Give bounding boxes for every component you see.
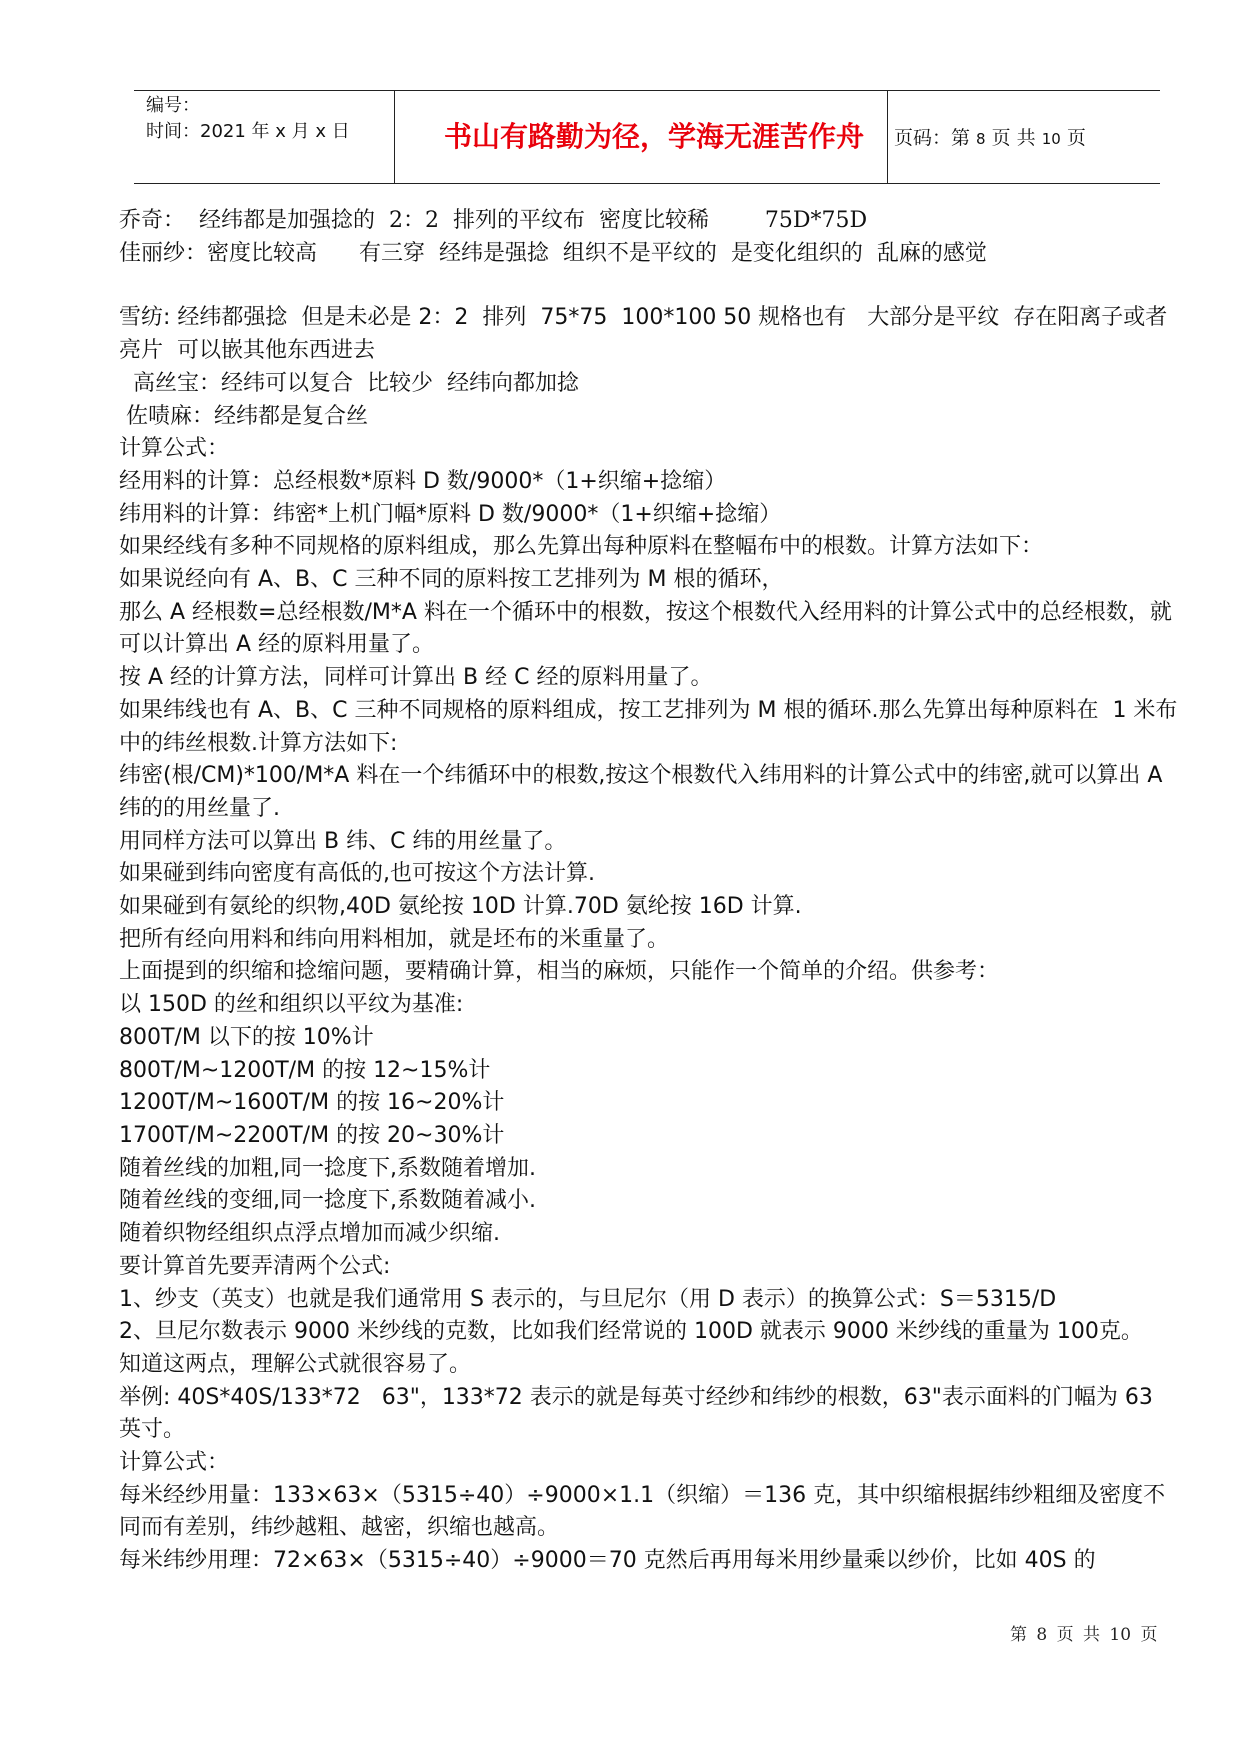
body-line: 每米经纱用量：133×63×（5315÷40）÷9000×1.1（织缩）＝136 克，其中织缩根据纬纱粗细及密度不同而有差别，纬纱越粗、越密，织缩也越高。 bbox=[119, 1482, 1166, 1541]
header-page-number bbox=[894, 123, 1086, 150]
document-body bbox=[119, 205, 1179, 1578]
body-line: 1200T/M~1600T/M 的按 16~20%计 bbox=[119, 1090, 505, 1116]
body-line: 800T/M~1200T/M 的按 12~15%计 bbox=[119, 1057, 491, 1083]
page-prefix: 页码：第 bbox=[894, 127, 977, 149]
body-line: 随着丝线的加粗,同一捻度下,系数随着增加. bbox=[119, 1155, 536, 1181]
body-line: 如果纬线也有 A、B、C 三种不同规格的原料组成，按工艺排列为 M 根的循环.那么先算出每种原料在 1 米布中的纬丝根数.计算方法如下: bbox=[119, 697, 1178, 756]
page-current: 8 bbox=[976, 130, 986, 148]
body-line: 800T/M 以下的按 10%计 bbox=[119, 1024, 374, 1050]
body-line: 如果碰到有氨纶的织物,40D 氨纶按 10D 计算.70D 氨纶按 16D 计算. bbox=[119, 894, 802, 920]
document-header bbox=[134, 90, 1160, 184]
body-line: 用同样方法可以算出 B 纬、C 纬的用丝量了。 bbox=[119, 828, 567, 854]
body-line: 纬用料的计算：纬密*上机门幅*原料 D 数/9000*（1+织缩+捻缩） bbox=[119, 501, 782, 527]
body-line: 佐啧麻：经纬都是复合丝 bbox=[119, 403, 369, 429]
body-line: 计算公式： bbox=[119, 1450, 230, 1476]
body-line: 1、纱支（英支）也就是我们通常用 S 表示的，与旦尼尔（用 D 表示）的换算公式：S＝5315/D bbox=[119, 1286, 1057, 1312]
body-line: 要计算首先要弄清两个公式: bbox=[119, 1253, 391, 1279]
body-line: 高丝宝：经纬可以复合 比较少 经纬向都加捻 bbox=[119, 370, 579, 396]
body-line: 1700T/M~2200T/M 的按 20~30%计 bbox=[119, 1122, 505, 1148]
header-divider-right bbox=[887, 91, 888, 183]
date-label: 时间：2021 年 x 月 x 日 bbox=[146, 121, 350, 142]
body-line: 经用料的计算：总经根数*原料 D 数/9000*（1+织缩+捻缩） bbox=[119, 468, 727, 494]
body-line: 如果经线有多种不同规格的原料组成，那么先算出每种原料在整幅布中的根数。计算方法如下： bbox=[119, 534, 1044, 560]
body-line: 如果说经向有 A、B、C 三种不同的原料按工艺排列为 M 根的循环， bbox=[119, 567, 784, 593]
body-line: 如果碰到纬向密度有高低的,也可按这个方法计算. bbox=[119, 861, 595, 887]
body-line: 知道这两点，理解公式就很容易了。 bbox=[119, 1351, 472, 1377]
body-line: 把所有经向用料和纬向用料相加，就是坯布的米重量了。 bbox=[119, 926, 670, 952]
page-footer: 第 8 页 共 10 页 bbox=[1010, 1625, 1158, 1645]
body-line: 上面提到的织缩和捻缩问题，要精确计算，相当的麻烦，只能作一个简单的介绍。供参考： bbox=[119, 959, 1000, 985]
body-line: 以 150D 的丝和组织以平纹为基准: bbox=[119, 992, 464, 1018]
body-line: 雪纺: 经纬都强捻 但是未必是 2：2 排列 75*75 100*100 50 规格也有 大部分是平纹 存在阳离子或者亮片 可以嵌其他东西进去 bbox=[119, 305, 1168, 364]
page-mid: 页 共 bbox=[985, 127, 1042, 149]
header-divider-left bbox=[394, 91, 395, 183]
intro-line: 佳丽纱：密度比较高 有三穿 经纬是强捻 组织不是平纹的 是变化组织的 乱麻的感觉 bbox=[119, 240, 987, 266]
page-total: 10 bbox=[1041, 130, 1061, 148]
paragraph-gap bbox=[119, 270, 1179, 302]
page-suffix: 页 bbox=[1060, 127, 1086, 149]
header-motto: 书山有路勤为径，学海无涯苦作舟 bbox=[443, 120, 864, 153]
body-line: 随着丝线的变细,同一捻度下,系数随着减小. bbox=[119, 1188, 536, 1214]
intro-line: 乔奇： 经纬都是加强捻的 2：2 排列的平纹布 密度比较稀 75D*75D bbox=[119, 208, 868, 233]
body-line: 按 A 经的计算方法，同样可计算出 B 经 C 经的原料用量了。 bbox=[119, 665, 713, 691]
body-line: 那么 A 经根数=总经根数/M*A 料在一个循环中的根数，按这个根数代入经用料的计算公式中的总经根数，就可以计算出 A 经的原料用量了。 bbox=[119, 599, 1172, 658]
body-line: 随着织物经组织点浮点增加而减少织缩. bbox=[119, 1221, 500, 1247]
body-line: 纬密(根/CM)*100/M*A 料在一个纬循环中的根数,按这个根数代入纬用料的计算公式中的纬密,就可以算出 A 纬的的用丝量了. bbox=[119, 763, 1170, 821]
body-line: 计算公式： bbox=[119, 436, 230, 462]
body-line: 举例: 40S*40S/133*72 63"，133*72 表示的就是每英寸经纱和纬纱的根数，63"表示面料的门幅为 63 英寸。 bbox=[119, 1384, 1160, 1443]
serial-number-label: 编号： bbox=[146, 95, 200, 116]
body-line: 2、旦尼尔数表示 9000 米纱线的克数，比如我们经常说的 100D 就表示 9000 米纱线的重量为 100克。 bbox=[119, 1319, 1143, 1345]
header-info bbox=[146, 93, 350, 145]
body-line: 每米纬纱用理：72×63×（5315÷40）÷9000＝70 克然后再用每米用纱量乘以纱价，比如 40S 的 bbox=[119, 1548, 1096, 1574]
